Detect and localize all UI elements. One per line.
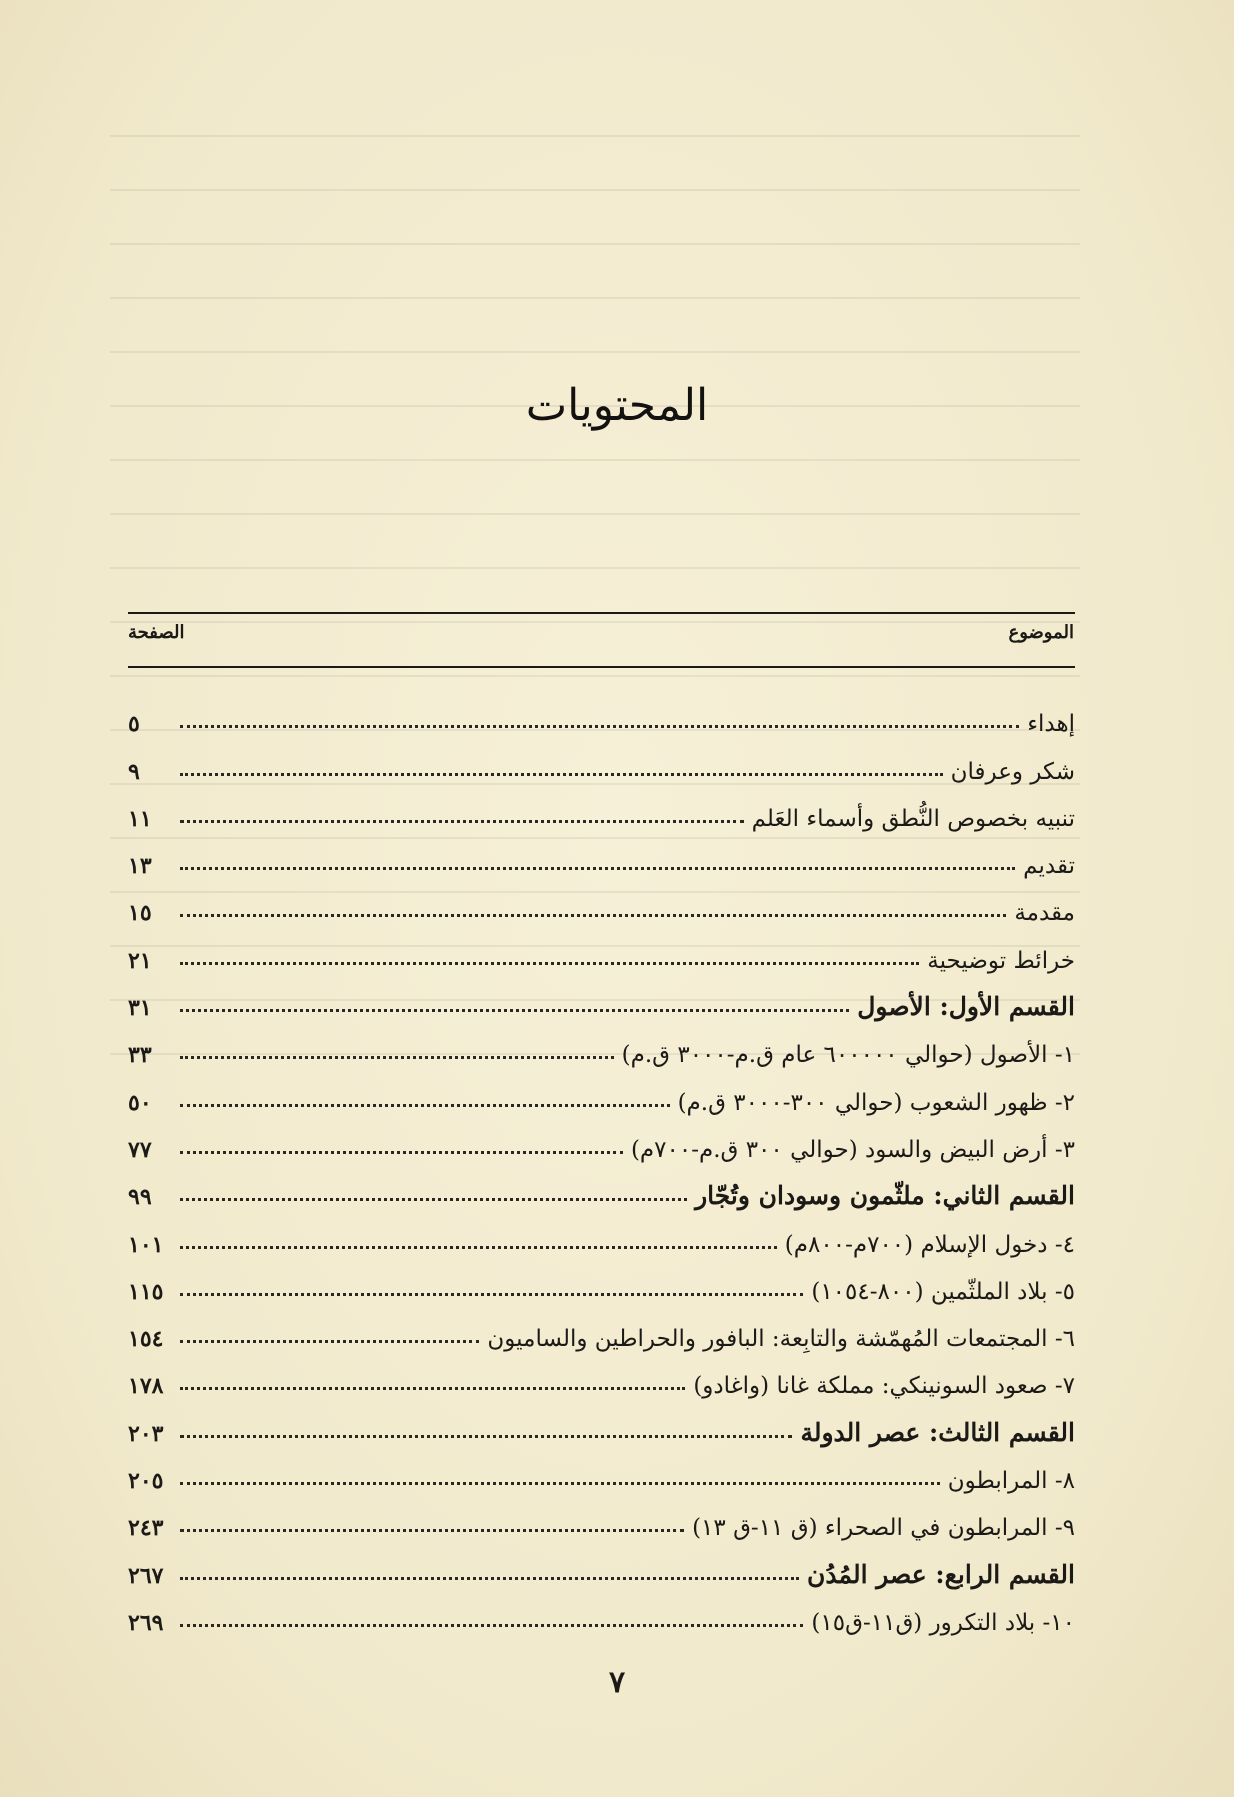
toc-entry-title: ١- الأصول (حوالي ٦٠٠٠٠٠ عام ق.م-٣٠٠٠ ق.م) xyxy=(621,1042,1075,1069)
toc-page-number: ٢٠٣ xyxy=(128,1420,164,1447)
dot-leader xyxy=(180,1529,684,1532)
toc-entry-title: ٤- دخول الإسلام (٧٠٠م-٨٠٠م) xyxy=(784,1231,1075,1258)
toc-section-row xyxy=(128,974,1075,1021)
toc-section-title: القسم الأول: الأصول xyxy=(857,992,1075,1022)
toc-entry-title: ٨- المرابطون xyxy=(947,1468,1075,1495)
toc-page-number: ٢١ xyxy=(128,947,152,974)
toc-page-number: ٢٤٣ xyxy=(128,1515,164,1542)
toc-page-number: ٧٧ xyxy=(128,1136,152,1163)
toc-section-row xyxy=(128,1541,1075,1588)
toc-page-number: ٥ xyxy=(128,711,140,738)
toc-entry-title: شكر وعرفان xyxy=(950,758,1075,785)
toc-section-title: القسم الرابع: عصر المُدُن xyxy=(807,1559,1075,1589)
toc-entry-title: ٢- ظهور الشعوب (حوالي ٣٠٠-٣٠٠٠ ق.م) xyxy=(677,1089,1075,1116)
toc-entry-row xyxy=(128,1305,1075,1352)
dot-leader xyxy=(180,725,1019,728)
toc-page-number: ٢٦٩ xyxy=(128,1609,164,1636)
toc-entry-title: ٩- المرابطون في الصحراء (ق ١١-ق ١٣) xyxy=(692,1515,1075,1542)
header-rule-bottom xyxy=(128,666,1075,668)
dot-leader xyxy=(180,1340,479,1343)
column-header-page: الصفحة xyxy=(128,622,185,643)
page-number: ٧ xyxy=(608,1665,626,1700)
toc-entry-row xyxy=(128,926,1075,973)
dot-leader xyxy=(180,1198,687,1201)
toc-page-number: ٢٠٥ xyxy=(128,1468,164,1495)
toc-entry-title: تقديم xyxy=(1023,853,1075,880)
dot-leader xyxy=(180,1104,670,1107)
column-header-topic: الموضوع xyxy=(1008,622,1074,643)
dot-leader xyxy=(180,1293,803,1296)
toc-entry-title: ٧- صعود السونينكي: مملكة غانا (واغادو) xyxy=(693,1373,1075,1400)
dot-leader xyxy=(180,1577,799,1580)
dot-leader xyxy=(180,1482,940,1485)
toc-page-number: ٩٩ xyxy=(128,1184,152,1211)
dot-leader xyxy=(180,773,943,776)
toc-page-number: ١٣ xyxy=(128,853,152,880)
toc-entry-row xyxy=(128,1210,1075,1257)
toc-entry-row xyxy=(128,737,1075,784)
dot-leader xyxy=(180,1246,777,1249)
dot-leader xyxy=(180,1009,849,1012)
dot-leader xyxy=(180,820,744,823)
dot-leader xyxy=(180,1624,803,1627)
toc-page-number: ٥٠ xyxy=(128,1089,152,1116)
toc-section-row xyxy=(128,1163,1075,1210)
toc-page-number: ٣٣ xyxy=(128,1042,152,1069)
dot-leader xyxy=(180,914,1006,917)
toc-entry-row xyxy=(128,690,1075,737)
toc-entry-title: خرائط توضيحية xyxy=(927,947,1075,974)
toc-page-number: ١٧٨ xyxy=(128,1373,164,1400)
toc-section-title: القسم الثاني: ملثّمون وسودان وتُجّار xyxy=(695,1181,1075,1211)
toc-entry-row xyxy=(128,832,1075,879)
toc-entry-title: ٣- أرض البيض والسود (حوالي ٣٠٠ ق.م-٧٠٠م) xyxy=(630,1136,1075,1163)
toc-entry-row xyxy=(128,1021,1075,1068)
toc-entry-title: ٥- بلاد الملثّمين (٨٠٠-١٠٥٤) xyxy=(811,1278,1075,1305)
toc-page-number: ٢٦٧ xyxy=(128,1562,164,1589)
dot-leader xyxy=(180,1151,623,1154)
toc-entry-row xyxy=(128,1068,1075,1115)
toc-page-number: ٩ xyxy=(128,758,140,785)
dot-leader xyxy=(180,1056,614,1059)
toc-entry-row xyxy=(128,1116,1075,1163)
toc-page-number: ١٥٤ xyxy=(128,1326,164,1353)
toc-entry-row xyxy=(128,1447,1075,1494)
table-of-contents xyxy=(128,690,1075,1636)
toc-entry-title: إهداء xyxy=(1027,711,1075,738)
toc-section-title: القسم الثالث: عصر الدولة xyxy=(800,1417,1075,1447)
toc-entry-row xyxy=(128,879,1075,926)
toc-page-number: ٣١ xyxy=(128,995,152,1022)
toc-entry-row xyxy=(128,1352,1075,1399)
toc-page-number: ١٥ xyxy=(128,900,152,927)
toc-entry-title: ٦- المجتمعات المُهمّشة والتابِعة: البافور والحراطين والساميون xyxy=(487,1326,1075,1353)
toc-page-number: ١١ xyxy=(128,805,152,832)
dot-leader xyxy=(180,962,919,965)
toc-entry-row xyxy=(128,1589,1075,1636)
toc-page-number: ١٠١ xyxy=(128,1231,164,1258)
toc-entry-title: ١٠- بلاد التكرور (ق١١-ق١٥) xyxy=(811,1609,1075,1636)
toc-page-number: ١١٥ xyxy=(128,1278,164,1305)
page-title: المحتويات xyxy=(525,380,709,431)
toc-section-row xyxy=(128,1399,1075,1446)
dot-leader xyxy=(180,867,1015,870)
header-rule-top xyxy=(128,612,1075,614)
toc-entry-row xyxy=(128,1494,1075,1541)
toc-entry-row xyxy=(128,1258,1075,1305)
dot-leader xyxy=(180,1435,792,1438)
toc-entry-title: مقدمة xyxy=(1014,900,1075,927)
dot-leader xyxy=(180,1387,685,1390)
toc-entry-row xyxy=(128,785,1075,832)
toc-entry-title: تنبيه بخصوص النُّطق وأسماء العَلم xyxy=(751,805,1075,832)
